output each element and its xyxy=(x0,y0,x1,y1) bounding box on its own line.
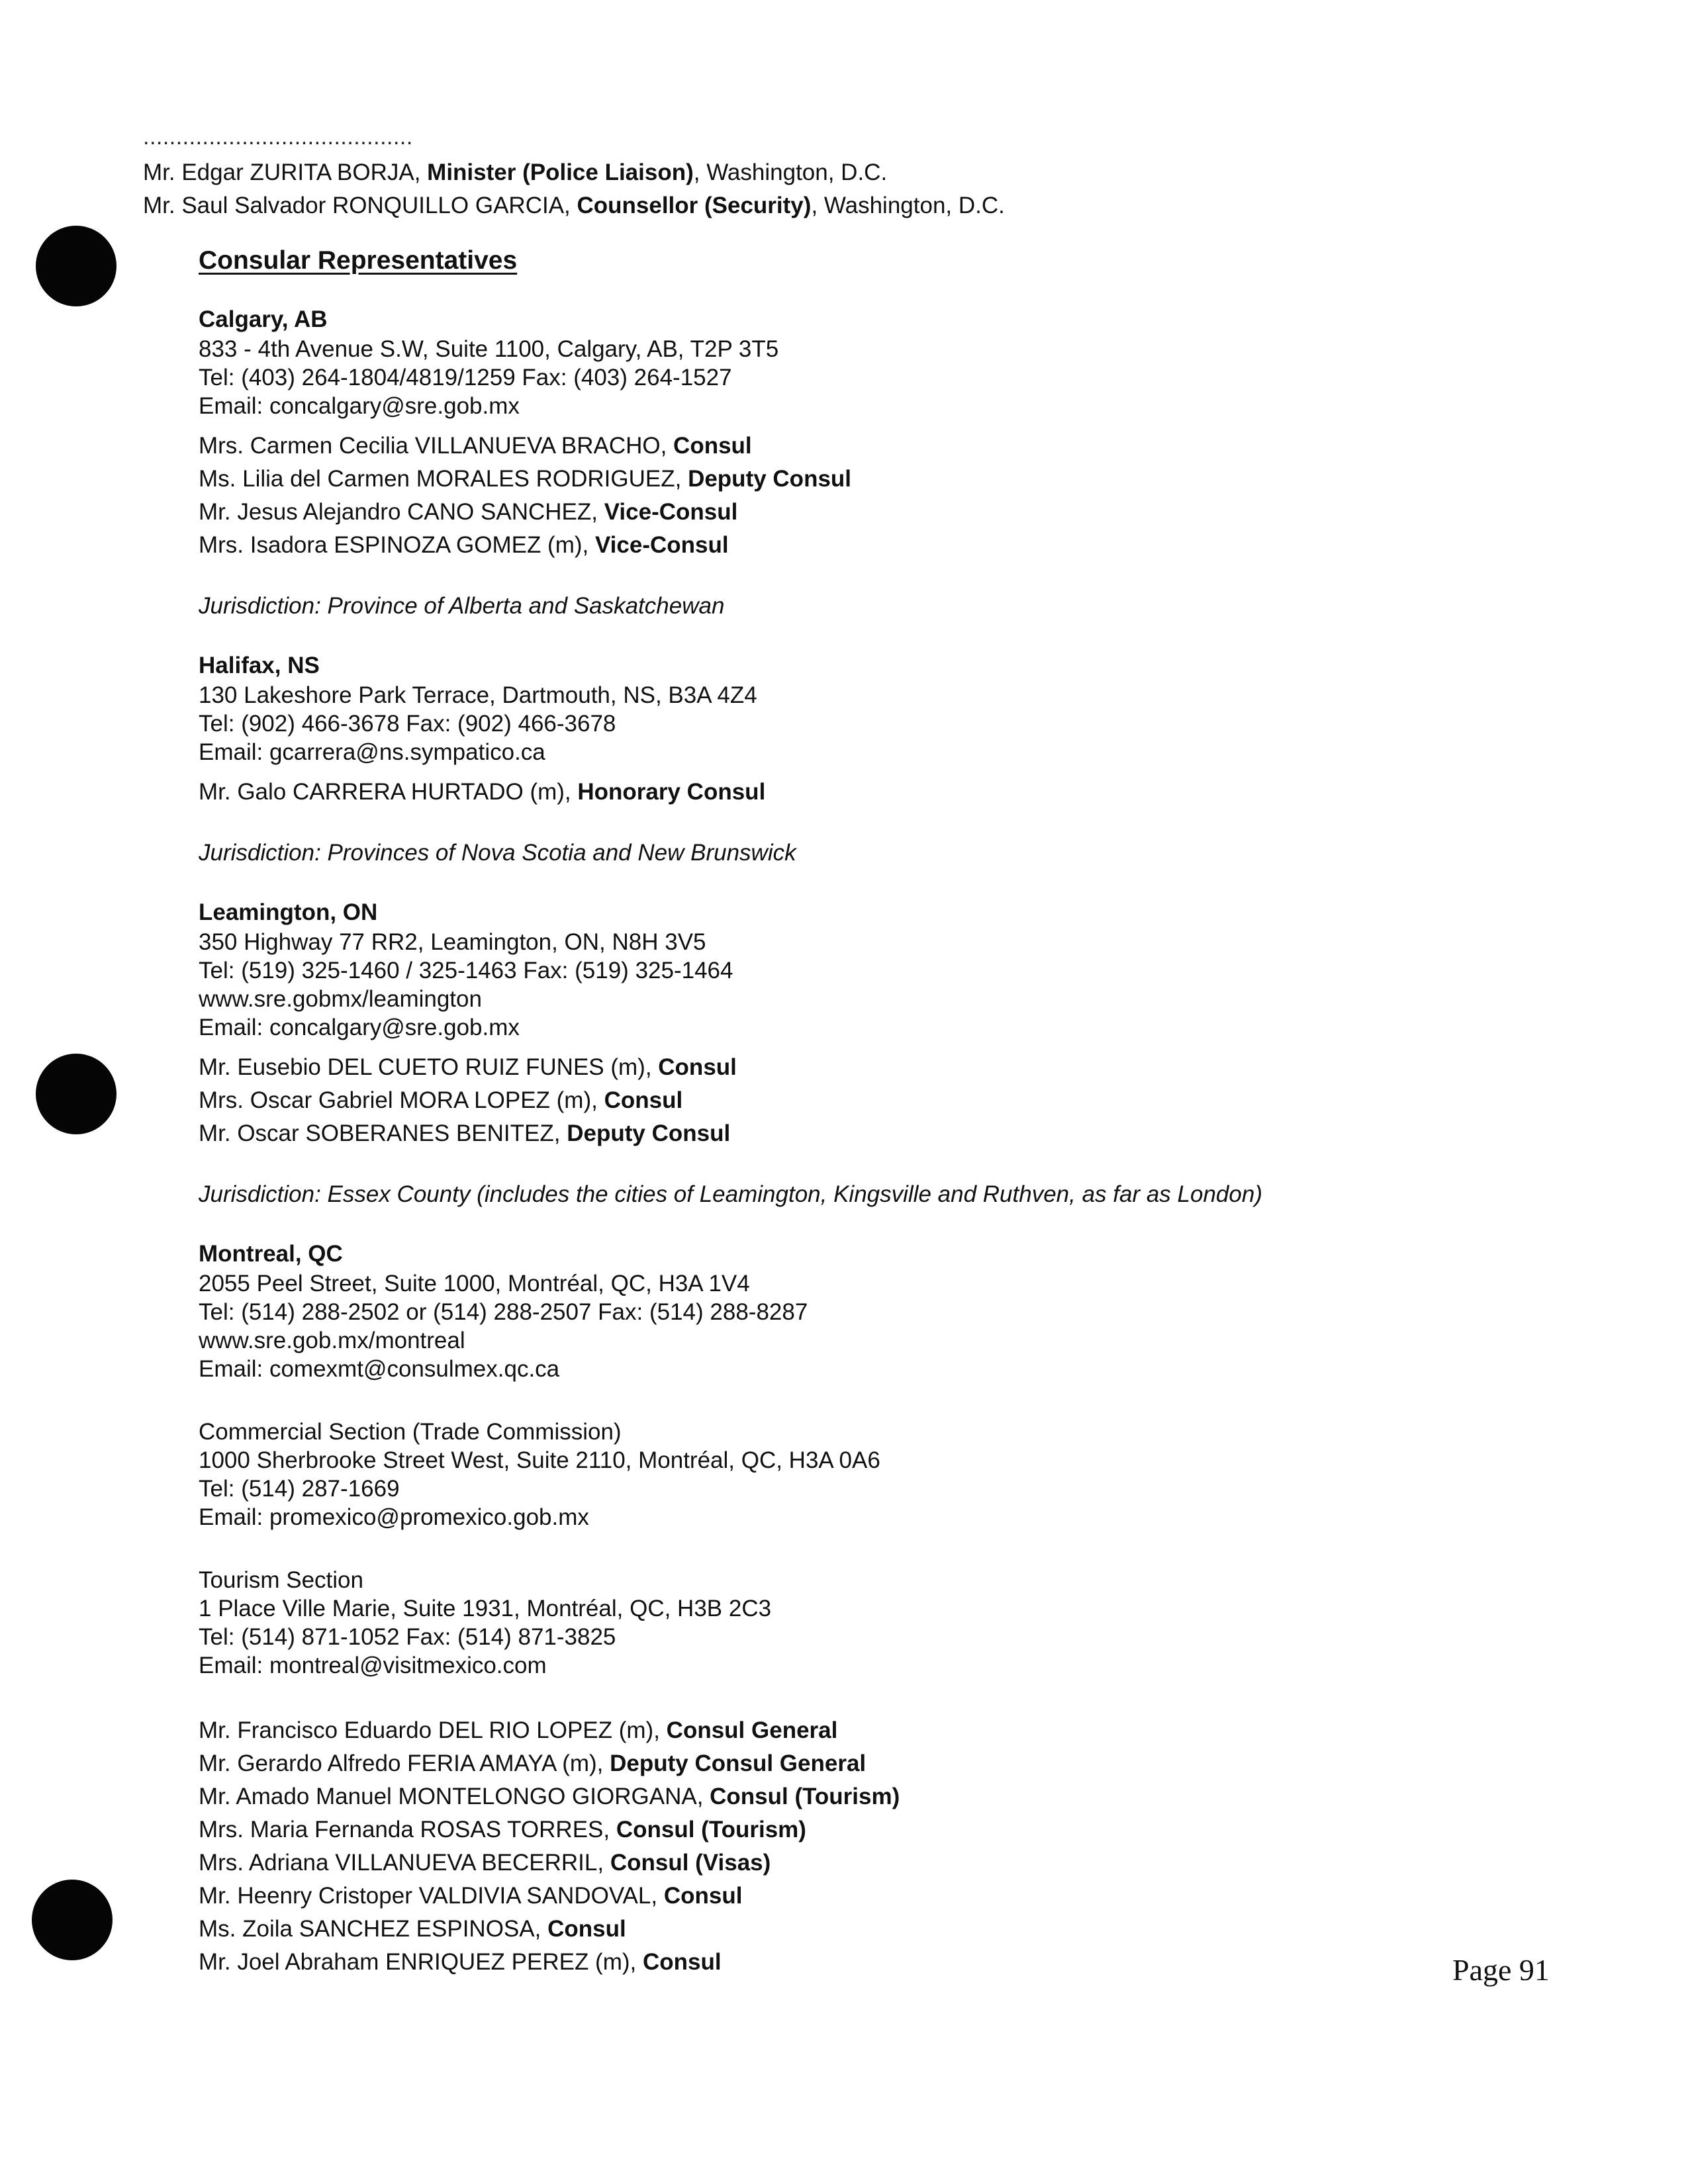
phone-line: Tel: (519) 325-1460 / 325-1463 Fax: (519) 325-1464 xyxy=(199,958,733,983)
list-item: Mr. Edgar ZURITA BORJA, Minister (Police Liaison), Washington, D.C. xyxy=(143,159,888,185)
email-line: Email: concalgary@sre.gob.mx xyxy=(199,393,520,419)
email-line: Email: montreal@visitmexico.com xyxy=(199,1653,547,1678)
phone-line: Tel: (514) 287-1669 xyxy=(199,1476,400,1502)
phone-line: Tel: (514) 871-1052 Fax: (514) 871-3825 xyxy=(199,1624,616,1650)
list-item: Mr. Eusebio DEL CUETO RUIZ FUNES (m), Consul xyxy=(199,1054,737,1080)
list-item: Ms. Zoila SANCHEZ ESPINOSA, Consul xyxy=(199,1916,626,1942)
punch-hole xyxy=(32,1880,113,1960)
list-item: Mr. Heenry Cristoper VALDIVIA SANDOVAL, Consul xyxy=(199,1883,743,1909)
address-line: 833 - 4th Avenue S.W, Suite 1100, Calgary, AB, T2P 3T5 xyxy=(199,336,779,362)
punch-hole xyxy=(36,226,117,306)
address-line: 1 Place Ville Marie, Suite 1931, Montréal, QC, H3B 2C3 xyxy=(199,1596,772,1621)
list-item: Mrs. Carmen Cecilia VILLANUEVA BRACHO, Consul xyxy=(199,433,752,459)
office-halifax xyxy=(199,651,1556,868)
website-line: www.sre.gob.mx/montreal xyxy=(199,1328,465,1353)
list-item: Mr. Saul Salvador RONQUILLO GARCIA, Counsellor (Security), Washington, D.C. xyxy=(143,193,1005,218)
phone-line: Tel: (403) 264-1804/4819/1259 Fax: (403) 264-1527 xyxy=(199,365,732,390)
list-item: Mr. Joel Abraham ENRIQUEZ PEREZ (m), Consul xyxy=(199,1949,722,1975)
office-name: Calgary, AB xyxy=(199,306,328,332)
email-line: Email: promexico@promexico.gob.mx xyxy=(199,1504,589,1530)
office-montreal xyxy=(199,1239,1556,1979)
phone-line: Tel: (514) 288-2502 or (514) 288-2507 Fax: (514) 288-8287 xyxy=(199,1299,808,1325)
dotted-separator: ......................................... xyxy=(143,124,413,150)
page-number: Page 91 xyxy=(1452,1953,1550,1987)
email-line: Email: concalgary@sre.gob.mx xyxy=(199,1015,520,1040)
website-line: www.sre.gobmx/leamington xyxy=(199,986,482,1012)
list-item: Mr. Amado Manuel MONTELONGO GIORGANA, Consul (Tourism) xyxy=(199,1784,900,1809)
office-name: Leamington, ON xyxy=(199,899,378,925)
top-entries xyxy=(143,156,1005,222)
list-item: Mr. Francisco Eduardo DEL RIO LOPEZ (m), Consul General xyxy=(199,1717,838,1743)
list-item: Mrs. Adriana VILLANUEVA BECERRIL, Consul (Visas) xyxy=(199,1850,771,1876)
office-leamington xyxy=(199,897,1556,1210)
list-item: Mrs. Maria Fernanda ROSAS TORRES, Consul (Tourism) xyxy=(199,1817,806,1843)
list-item: Mrs. Oscar Gabriel MORA LOPEZ (m), Consul xyxy=(199,1087,683,1113)
address-line: 2055 Peel Street, Suite 1000, Montréal, QC, H3A 1V4 xyxy=(199,1271,750,1297)
jurisdiction-note: Jurisdiction: Essex County (includes the cities of Leamington, Kingsville and Ruthven, as far as London) xyxy=(199,1181,1262,1207)
list-item: Mr. Jesus Alejandro CANO SANCHEZ, Vice-Consul xyxy=(199,499,738,525)
punch-hole xyxy=(36,1054,117,1134)
address-line: 1000 Sherbrooke Street West, Suite 2110, Montréal, QC, H3A 0A6 xyxy=(199,1447,880,1473)
office-calgary xyxy=(199,304,1556,621)
list-item: Mr. Gerardo Alfredo FERIA AMAYA (m), Deputy Consul General xyxy=(199,1751,867,1776)
email-line: Email: comexmt@consulmex.qc.ca xyxy=(199,1356,560,1382)
section-title: Consular Representatives xyxy=(199,246,518,275)
jurisdiction-note: Jurisdiction: Provinces of Nova Scotia and New Brunswick xyxy=(199,840,796,866)
consular-section xyxy=(199,242,1556,1979)
office-name: Halifax, NS xyxy=(199,653,320,678)
jurisdiction-note: Jurisdiction: Province of Alberta and Saskatchewan xyxy=(199,593,725,619)
tourism-section-title: Tourism Section xyxy=(199,1567,363,1593)
commercial-section-title: Commercial Section (Trade Commission) xyxy=(199,1419,622,1445)
office-name: Montreal, QC xyxy=(199,1241,343,1267)
address-line: 350 Highway 77 RR2, Leamington, ON, N8H 3V5 xyxy=(199,929,706,955)
list-item: Mr. Galo CARRERA HURTADO (m), Honorary Consul xyxy=(199,779,766,805)
list-item: Ms. Lilia del Carmen MORALES RODRIGUEZ, Deputy Consul xyxy=(199,466,852,492)
phone-line: Tel: (902) 466-3678 Fax: (902) 466-3678 xyxy=(199,711,616,737)
list-item: Mr. Oscar SOBERANES BENITEZ, Deputy Consul xyxy=(199,1120,731,1146)
list-item: Mrs. Isadora ESPINOZA GOMEZ (m), Vice-Consul xyxy=(199,532,729,558)
email-line: Email: gcarrera@ns.sympatico.ca xyxy=(199,739,545,765)
address-line: 130 Lakeshore Park Terrace, Dartmouth, NS, B3A 4Z4 xyxy=(199,682,757,708)
